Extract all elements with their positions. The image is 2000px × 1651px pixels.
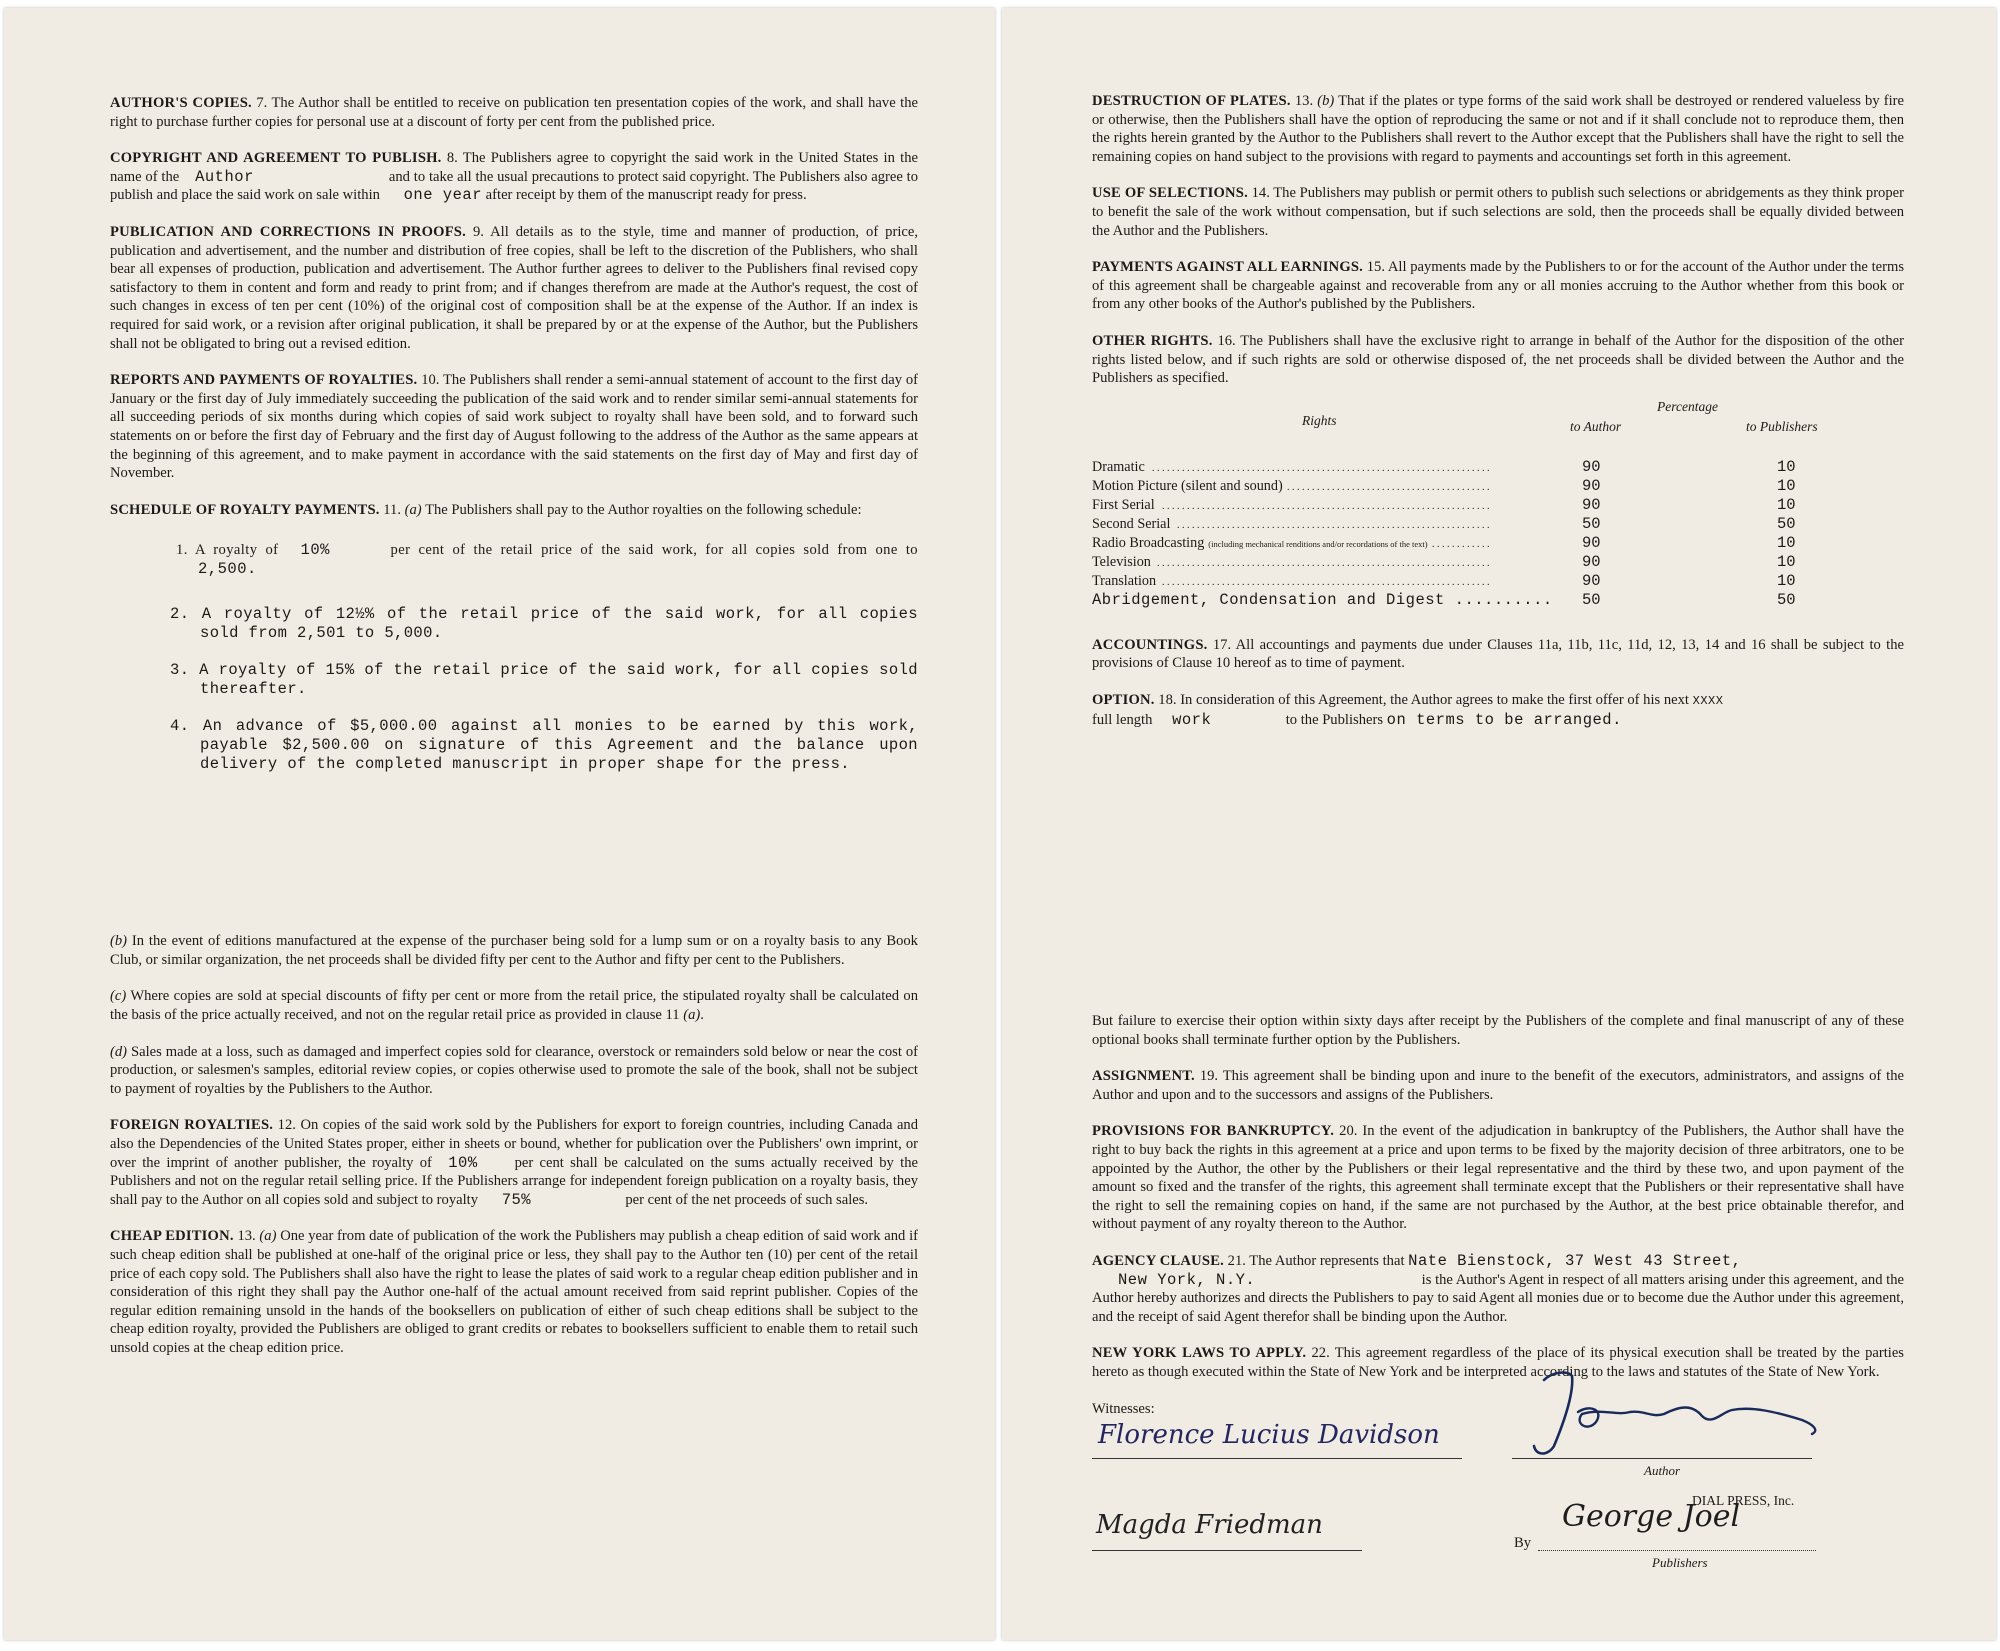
percent-to-publishers: 10 xyxy=(1777,457,1796,476)
publisher-name: DIAL PRESS, Inc. xyxy=(1692,1492,1795,1508)
rights-row xyxy=(1092,534,1904,553)
author-name-fill: Author xyxy=(195,167,254,186)
by-label: By xyxy=(1514,1534,1532,1551)
rights-row xyxy=(1092,591,1904,610)
percent-to-publishers: 10 xyxy=(1777,495,1796,514)
agent-name-fill: Nate Bienstock, 37 West 43 Street, xyxy=(1408,1252,1742,1271)
clause-text: The Publishers shall have the exclusive right to arrange in behalf of the Author for the disposition of the other rights listed below, and if such rights are sold or otherwise disposed of, the net proceeds shall be divided between the Author and the Publishers as specified. xyxy=(1092,332,1904,387)
clause-heading: NEW YORK LAWS TO APPLY. xyxy=(1092,1345,1307,1362)
clause-9 xyxy=(110,223,918,353)
royalty-schedule xyxy=(110,541,918,774)
rights-label-text: Dramatic xyxy=(1092,459,1149,475)
publication-period-fill: one year xyxy=(403,186,483,205)
clause-17 xyxy=(1092,636,1904,673)
clause-number: 9. xyxy=(472,223,484,240)
schedule-text: 1. A royalty of xyxy=(176,542,279,559)
rights-column-header: Rights xyxy=(1302,412,1337,428)
clause-number: 20. xyxy=(1339,1123,1358,1140)
percent-to-publishers: 50 xyxy=(1777,590,1796,609)
clause-16 xyxy=(1092,332,1904,388)
rights-label-text: Radio Broadcasting xyxy=(1092,535,1208,551)
subclause-label: (d) xyxy=(110,1043,128,1060)
percentage-header: Percentage xyxy=(1657,398,1718,414)
struck-out-text: XXXX xyxy=(1692,693,1724,708)
witness-1-line xyxy=(1092,1458,1462,1459)
witness-2-signature: Magda Friedman xyxy=(1096,1509,1323,1540)
schedule-item-2: 2. A royalty of 12½% of the retail price of the said work, for all copies sold from 2,501 to 5,000. xyxy=(170,605,918,643)
clause-number: 17. xyxy=(1212,636,1232,653)
clause-text: Where copies are sold at special discounts of fifty per cent or more from the retail price, the stipulated royalty shall be calculated on the basis of the price actually received, and not on the regular retail price as provided in clause 11 xyxy=(110,988,918,1024)
clause-number: 16. xyxy=(1217,332,1236,349)
clause-number: 8. xyxy=(446,150,458,167)
clause-heading: AUTHOR'S COPIES. xyxy=(110,95,252,111)
clause-number: 22. xyxy=(1311,1345,1330,1362)
pronoun-fill: his xyxy=(1643,691,1661,708)
clause-text: This agreement shall be binding upon and inure to the benefit of the executors, administrators, and assigns of the Author and upon and to the successors and assigns of the Publishers. xyxy=(1092,1068,1904,1103)
clause-text: after receipt by them of the manuscript ready for press. xyxy=(485,187,807,204)
rights-table-header xyxy=(1092,398,1904,458)
clause-14 xyxy=(1092,184,1904,240)
percent-to-publishers: 10 xyxy=(1777,552,1796,571)
foreign-proceeds-rate-fill: 75% xyxy=(501,1190,532,1209)
publishers-label: Publishers xyxy=(1652,1554,1708,1570)
clause-heading: OTHER RIGHTS. xyxy=(1092,332,1213,349)
clause-text: This agreement regardless of the place of its physical execution shall be treated by the parties hereto as though executed within the State of New York and be interpreted according to the laws and statutes of the State of New York. xyxy=(1092,1345,1904,1380)
clause-text: In the event of editions manufactured at the expense of the purchaser being sold for a lump sum or on a royalty basis to any Book Club, or similar organization, the net proceeds shall be divided fifty per cent to the Author and fifty per cent to the Publishers. xyxy=(110,933,918,968)
rights-row xyxy=(1092,458,1904,477)
rights-rows xyxy=(1092,458,1904,610)
option-scope-fill: full length xyxy=(1092,711,1153,728)
clause-text: and to take all the usual precautions to protect said copyright. The Publishers also agree to publish and place the said work on sale within xyxy=(110,168,919,204)
clause-18 xyxy=(1092,691,1904,729)
rights-row xyxy=(1092,515,1904,534)
clause-11b xyxy=(110,932,918,969)
royalty-rate-fill: 10% xyxy=(300,541,330,560)
clause-text: But failure to exercise their option within sixty days after receipt by the Publishers of the complete and final manuscript of any of these optional books shall terminate further option by the Publishers. xyxy=(1092,1013,1904,1048)
subclause-label: (c) xyxy=(110,988,127,1005)
clause-number: 7. xyxy=(256,95,268,111)
clause-heading: CHEAP EDITION. xyxy=(110,1228,234,1245)
rights-row xyxy=(1092,477,1904,496)
clause-heading: PAYMENTS AGAINST ALL EARNINGS. xyxy=(1092,259,1364,276)
clause-text: per cent shall be calculated on the sums actually received by the Publishers and not on the regular retail selling price. If the Publishers arrange for independent foreign publication on a royalty basis, they shall pay to the Author on all copies sold and subject to royalty xyxy=(110,1154,918,1208)
clause-20 xyxy=(1092,1122,1904,1234)
percent-to-author: 90 xyxy=(1582,571,1601,590)
subclause-label: (b) xyxy=(1317,93,1335,109)
percent-to-publishers: 50 xyxy=(1777,514,1796,533)
rights-label-text: Motion Picture (silent and sound) xyxy=(1092,478,1287,494)
clause-text: On copies of the said work sold by the Publishers for export to foreign countries, including Canada and also the Dependencies of the United States proper, either in sheets or bound, whether for publication over the Publishers' own imprint, or over the imprint of another publisher, the royalty of xyxy=(110,1117,919,1171)
clause-heading: ACCOUNTINGS. xyxy=(1092,636,1208,653)
clause-number: 19. xyxy=(1199,1068,1219,1085)
rights-label xyxy=(1092,458,1149,477)
clause-heading: USE OF SELECTIONS. xyxy=(1092,185,1248,202)
percent-to-publishers: 10 xyxy=(1777,533,1796,552)
copies-quantity-fill: 2,500. xyxy=(198,560,257,579)
clause-number: 13. xyxy=(1294,93,1314,109)
to-publishers-header: to Publishers xyxy=(1746,418,1818,434)
clause-text: The Publishers agree to copyright the said work in the United States in the name of the xyxy=(110,150,918,185)
rights-table xyxy=(1092,398,1904,610)
clause-text: In the event of the adjudication in bankruptcy of the Publishers, the Author shall have the right to buy back the rights in this agreement at a price and upon terms to be fixed by the majority decision of three arbitrators, one to be appointed by the Author, the other by the Publishers or their legal representative and the third by these two, and upon payment of the amount so fixed and the transfer of the rights, this agreement shall terminate except that the Publishers or their representative shall have the right to sell the remaining copies on hand, if the same are not purchased by the Author, at the best price obtainable therefor, and without payment of any royalty thereon to the Author. xyxy=(1092,1123,1904,1233)
clause-heading: PUBLICATION AND CORRECTIONS IN PROOFS. xyxy=(110,223,466,240)
percent-to-author: 50 xyxy=(1582,514,1601,533)
clause-text: The Publishers shall render a semi-annual statement of account to the first day of January or the first day of July immediately succeeding the publication of the said work and to render similar semi-annual statements for all succeeding periods of six months during which copies of said work subject to royalty shall have been sold, and to forward such statements on or before the first day of February and the first day of August following to the address of the Author as the same appears at the beginning of this agreement, and to make payment in accordance with the said statements on the first day of May and first day of November. xyxy=(110,372,918,482)
rights-label xyxy=(1092,534,1432,554)
subclause-label: (b) xyxy=(110,933,128,950)
percent-to-publishers: 10 xyxy=(1777,571,1796,590)
clause-heading: REPORTS AND PAYMENTS OF ROYALTIES. xyxy=(110,372,418,389)
percent-to-author: 90 xyxy=(1582,457,1601,476)
option-work-fill: work xyxy=(1172,710,1212,729)
clause-text: The Publishers shall pay to the Author royalties on the following schedule: xyxy=(425,501,862,518)
clause-heading: ASSIGNMENT. xyxy=(1092,1068,1195,1085)
clause-15 xyxy=(1092,258,1904,314)
clause-10 xyxy=(110,371,918,483)
clause-number: 10. xyxy=(421,372,440,389)
clause-text: Sales made at a loss, such as damaged and imperfect copies sold for clearance, overstock or remainders sold below or near the cost of production, or salesmen's samples, editorial review copies, or copies otherwise used to promote the sale of the book, shall not be subject to payment of royalties by the Publishers to the Author. xyxy=(110,1043,918,1097)
clause-7 xyxy=(110,94,918,131)
clause-text: One year from date of publication of the work the Publishers may publish a cheap edition of said work and if such cheap edition shall be published at one-half of the original price or less, they shall pay to the Author ten (10) per cent of the retail price of each copy sold. The Publishers shall also have the right to lease the plates of said work to a regular cheap edition publisher and in consideration of this right they shall pay the Author one-half of the actual amount received from said reprint publisher. Copies of the regular edition remaining unsold in the hands of the booksellers on publication of either of such cheap editions shall be subject to the cheap edition royalty, provided the Publishers are obliged to grant credits or rebates to booksellers sufficient to enable them to retail such unsold copies at the cheap edition price. xyxy=(110,1228,918,1356)
percent-to-author: 90 xyxy=(1582,495,1601,514)
percent-to-author: 90 xyxy=(1582,533,1601,552)
rights-label xyxy=(1092,553,1155,572)
rights-label-text: Abridgement, Condensation and Digest .......... xyxy=(1092,591,1557,609)
clause-text: That if the plates or type forms of the said work shall be destroyed or rendered valueless by fire or otherwise, then the Publishers shall have the option of reproducing the same or not and if it shall conclude not to reproduce them, then the rights herein granted by the Author to the Publishers shall revert to the Author except that the Publishers shall have the right to sell the remaining copies on hand subject to the provisions with regard to payments and accountings set forth in this agreement. xyxy=(1092,93,1904,165)
rights-label-text: Translation xyxy=(1092,573,1160,589)
clause-number: 18. xyxy=(1158,691,1177,708)
rights-label-note: (including mechanical renditions and/or recordations of the text) xyxy=(1208,539,1431,549)
percent-to-author: 90 xyxy=(1582,552,1601,571)
clause-text: to the Publishers xyxy=(1285,711,1384,728)
clause-heading: AGENCY CLAUSE. xyxy=(1092,1253,1224,1270)
clause-text: All accountings and payments due under Clauses 11a, 11b, 11c, 11d, 12, 13, 14 and 16 shall be subject to the provisions of Clause 10 hereof as to time of payment. xyxy=(1092,636,1904,672)
rights-label-text: Television xyxy=(1092,554,1155,570)
clause-11a xyxy=(110,501,918,520)
witness-1-signature: Florence Lucius Davidson xyxy=(1098,1419,1440,1450)
clause-13a xyxy=(110,1227,918,1357)
right-column xyxy=(1092,92,1904,1640)
witnesses-label: Witnesses: xyxy=(1092,1400,1155,1417)
rights-row xyxy=(1092,496,1904,515)
left-page xyxy=(4,8,995,1640)
rights-label xyxy=(1092,477,1287,496)
rights-row xyxy=(1092,553,1904,572)
rights-label xyxy=(1092,572,1160,591)
agent-city-fill: New York, N.Y. xyxy=(1118,1270,1256,1289)
clause-heading: DESTRUCTION OF PLATES. xyxy=(1092,93,1291,109)
clause-text: The Author shall be entitled to receive on publication ten presentation copies of the work, and shall have the right to purchase further copies for personal use at a discount of forty per cent from the published price. xyxy=(110,95,918,130)
percent-to-author: 50 xyxy=(1582,590,1601,609)
left-column xyxy=(110,94,918,1376)
publisher-signature-line xyxy=(1538,1550,1816,1551)
blank-area xyxy=(1092,747,1904,1012)
rights-label xyxy=(1092,496,1159,515)
percent-to-publishers: 10 xyxy=(1777,476,1796,495)
to-author-header: to Author xyxy=(1570,418,1622,434)
clause-heading: FOREIGN ROYALTIES. xyxy=(110,1117,274,1134)
subclause-label: (a) xyxy=(259,1228,277,1245)
clause-heading: COPYRIGHT AND AGREEMENT TO PUBLISH. xyxy=(110,150,442,167)
clause-18-continued xyxy=(1092,1012,1904,1049)
schedule-item-4: 4. An advance of $5,000.00 against all monies to be earned by this work, payable $2,500.00 on signature of this Agreement and the balance upon delivery of the completed manuscript in proper shape for the press. xyxy=(170,717,918,774)
publisher-signature: George Joel xyxy=(1562,1498,1741,1534)
clause-text: In consideration of this Agreement, the Author agrees to make the first offer of xyxy=(1180,691,1640,708)
percent-to-author: 90 xyxy=(1582,476,1601,495)
clause-number: 21. xyxy=(1227,1253,1246,1270)
clause-number: 14. xyxy=(1251,185,1270,202)
clause-text: The Publishers may publish or permit others to publish such selections or abridgements as they think proper to benefit the sale of the work without compensation, but if such selections are sold, then the proceeds shall be equally divided between the Author and the Publishers. xyxy=(1092,185,1904,239)
clause-number: 12. xyxy=(277,1117,296,1134)
schedule-item-3: 3. A royalty of 15% of the retail price of the said work, for all copies sold thereafter. xyxy=(170,661,918,699)
schedule-text: per cent of the retail price of the said work, for all copies sold from one to xyxy=(390,542,918,559)
clause-11c xyxy=(110,987,918,1024)
clause-21 xyxy=(1092,1252,1904,1326)
rights-label xyxy=(1092,591,1557,610)
clause-text: next xyxy=(1663,691,1689,708)
signature-block xyxy=(1092,1400,1904,1640)
author-signature xyxy=(1512,1360,1842,1460)
rights-row xyxy=(1092,572,1904,591)
author-label: Author xyxy=(1644,1462,1681,1478)
spacer xyxy=(1092,610,1904,636)
clause-text: The Author represents that xyxy=(1249,1253,1405,1270)
clause-heading: SCHEDULE OF ROYALTY PAYMENTS. xyxy=(110,501,380,518)
clause-11d xyxy=(110,1043,918,1099)
clause-reference: (a) xyxy=(683,1007,701,1024)
rights-label-text: First Serial xyxy=(1092,497,1159,513)
leader-dots xyxy=(1092,458,1489,479)
clause-19 xyxy=(1092,1067,1904,1104)
clause-13b xyxy=(1092,92,1904,166)
clause-12 xyxy=(110,1116,918,1209)
clause-8 xyxy=(110,149,918,205)
clause-heading: PROVISIONS FOR BANKRUPTCY. xyxy=(1092,1123,1335,1140)
clause-text: per cent of the net proceeds of such sales. xyxy=(625,1191,869,1208)
clause-text: All payments made by the Publishers to or for the account of the Author under the terms of this agreement shall be chargeable against and recoverable from any or all monies accruing to the Author whether from this book or from any other books of the Author's published by the Publishers. xyxy=(1092,259,1904,313)
clause-heading: OPTION. xyxy=(1092,691,1155,708)
right-page xyxy=(1002,8,1996,1640)
foreign-royalty-rate-fill: 10% xyxy=(448,1153,478,1172)
witness-2-line xyxy=(1092,1550,1362,1551)
clause-text: . xyxy=(700,1007,704,1024)
blank-area xyxy=(110,792,918,932)
option-terms-fill: on terms to be arranged. xyxy=(1386,710,1622,729)
schedule-item-1 xyxy=(176,541,918,579)
clause-text: is the Author's Agent in respect of all matters arising under this agreement, and the Author hereby authorizes and directs the Publishers to pay to said Agent all monies due or to become due the Author under this agreement, and the receipt of said Agent therefor shall be binding upon the Author. xyxy=(1092,1271,1904,1325)
clause-number: 13. xyxy=(237,1228,256,1245)
clause-number: 11. xyxy=(383,501,401,518)
subclause-label: (a) xyxy=(404,501,422,518)
clause-text: All details as to the style, time and manner of production, of price, publication and advertisement, and the number and distribution of free copies, shall be left to the discretion of the Publishers, who shall bear all expenses of production, publication and advertisement. The Author further agrees to deliver to the Publishers final revised copy satisfactory to them in content and form and ready to print from; and if changes therefrom are made at the Author's request, the cost of such changes in excess of ten per cent (10%) of the original cost of composition shall be at the expense of the Author. If an index is required for said work, or a revision after original publication, it shall be prepared by or at the expense of the Author, but the Publishers shall not be obligated to bring out a revised edition. xyxy=(110,223,918,352)
rights-label xyxy=(1092,515,1174,534)
clause-number: 15. xyxy=(1366,259,1385,276)
rights-label-text: Second Serial xyxy=(1092,516,1174,532)
